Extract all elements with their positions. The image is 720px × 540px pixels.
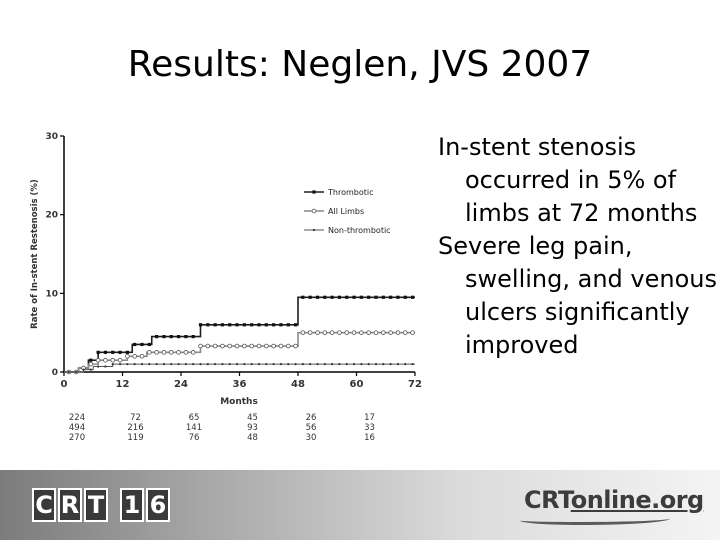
x-tick-label: 0	[60, 379, 68, 390]
series-point	[264, 344, 268, 348]
series-point	[112, 363, 114, 365]
x-tick-label: 48	[291, 379, 305, 390]
x-tick-label: 60	[349, 379, 364, 390]
series-point	[346, 363, 348, 365]
series-point	[199, 363, 201, 365]
series-point	[229, 363, 231, 365]
y-tick-label: 0	[51, 368, 58, 378]
series-point	[177, 363, 179, 365]
series-point	[338, 331, 342, 335]
series-point	[236, 363, 238, 365]
legend-label: All Limbs	[328, 207, 365, 216]
series-point	[353, 363, 355, 365]
series-point	[345, 331, 349, 335]
series-point	[133, 354, 137, 358]
series-point	[97, 351, 100, 354]
series-point	[330, 331, 334, 335]
bullet-symptoms: Severe leg pain, swelling, and venous ulcers significantly improved	[438, 232, 717, 359]
at-risk-value: 45	[247, 413, 258, 423]
series-point	[367, 296, 370, 299]
series-point	[338, 296, 341, 299]
series-line	[64, 364, 415, 372]
series-point	[404, 363, 406, 365]
series-point	[185, 363, 187, 365]
series-point	[301, 331, 305, 335]
series-point	[308, 331, 312, 335]
series-point	[126, 351, 129, 354]
series-point	[184, 335, 187, 338]
series-point	[104, 351, 107, 354]
series-point	[257, 344, 261, 348]
legend-marker	[312, 190, 315, 193]
legend-marker	[313, 229, 315, 231]
series-point	[118, 351, 121, 354]
series-point	[301, 296, 304, 299]
series-point	[170, 363, 172, 365]
series-point	[323, 296, 326, 299]
series-point	[111, 358, 115, 362]
series-point	[228, 323, 231, 326]
series-point	[345, 296, 348, 299]
series-point	[206, 344, 210, 348]
series-point	[134, 363, 136, 365]
y-tick-label: 30	[45, 132, 58, 142]
series-point	[221, 363, 223, 365]
series-point	[272, 344, 276, 348]
series-point	[89, 362, 93, 366]
series-point	[287, 363, 289, 365]
at-risk-value: 76	[188, 433, 200, 443]
series-point	[382, 296, 385, 299]
crtonline-suffix: online.org	[570, 486, 704, 514]
series-point	[104, 358, 108, 362]
at-risk-value: 216	[127, 423, 144, 433]
x-tick-label: 72	[408, 379, 422, 390]
bullet-stenosis: In-stent stenosis occurred in 5% of limbs at 72 months	[438, 133, 698, 227]
series-point	[411, 331, 415, 335]
slide-title: Results: Neglen, JVS 2007	[127, 44, 593, 85]
series-point	[162, 350, 166, 354]
series-point	[148, 343, 151, 346]
series-point	[192, 363, 194, 365]
crtonline-swoosh	[520, 514, 670, 525]
series-point	[367, 331, 371, 335]
series-point	[213, 344, 217, 348]
at-risk-value: 30	[305, 433, 317, 443]
series-point	[221, 323, 224, 326]
at-risk-value: 270	[68, 433, 86, 443]
series-point	[338, 363, 340, 365]
crt-logo-letter-c: C	[32, 488, 56, 522]
series-point	[206, 323, 209, 326]
at-risk-value: 72	[130, 413, 141, 423]
series-point	[302, 363, 304, 365]
at-risk-value: 48	[247, 433, 258, 443]
series-point	[82, 369, 84, 371]
series-point	[403, 331, 407, 335]
series-point	[250, 344, 254, 348]
series-point	[331, 363, 333, 365]
series-point	[359, 331, 363, 335]
series-point	[265, 363, 267, 365]
series-point	[155, 350, 159, 354]
series-point	[118, 358, 122, 362]
series-point	[324, 363, 326, 365]
crt-logo-digit-6: 6	[146, 488, 170, 522]
series-point	[404, 296, 407, 299]
x-tick-label: 36	[232, 379, 247, 390]
legend-label: Non-thrombotic	[328, 226, 391, 235]
series-point	[242, 344, 246, 348]
chart-legend	[304, 188, 391, 235]
crtonline-logo	[524, 486, 704, 514]
series-point	[235, 323, 238, 326]
series-point	[163, 363, 165, 365]
series-point	[199, 323, 202, 326]
series-point	[265, 323, 268, 326]
series-point	[258, 363, 260, 365]
footer-banner	[0, 470, 720, 540]
series-point	[140, 343, 143, 346]
series-point	[90, 369, 92, 371]
series-point	[75, 371, 77, 373]
series-point	[309, 363, 311, 365]
series-point	[169, 350, 173, 354]
series-point	[148, 363, 150, 365]
series-point	[250, 323, 253, 326]
at-risk-value: 16	[364, 433, 375, 443]
series-point	[374, 331, 378, 335]
series-point	[243, 363, 245, 365]
at-risk-value: 141	[185, 423, 203, 433]
at-risk-value: 65	[188, 413, 200, 423]
series-point	[316, 363, 318, 365]
series-point	[374, 296, 377, 299]
series-point	[382, 363, 384, 365]
legend-label: Thrombotic	[328, 188, 374, 197]
series-point	[140, 354, 144, 358]
at-risk-value: 26	[305, 413, 317, 423]
series-point	[214, 363, 216, 365]
series-point	[125, 354, 129, 358]
series-point	[368, 363, 370, 365]
crt16-logo	[32, 488, 170, 522]
series-point	[375, 363, 377, 365]
y-tick-label: 20	[45, 210, 58, 221]
series-point	[141, 363, 143, 365]
series-point	[228, 344, 232, 348]
series-point	[352, 296, 355, 299]
series-point	[286, 344, 290, 348]
crtonline-brand: CRT	[524, 486, 571, 514]
series-point	[397, 363, 399, 365]
series-point	[273, 363, 275, 365]
series-point	[396, 331, 400, 335]
series-point	[119, 363, 121, 365]
series-point	[396, 296, 399, 299]
chart-series	[64, 296, 415, 374]
at-risk-value: 224	[68, 413, 86, 423]
legend-marker	[312, 209, 316, 213]
bullet-list	[438, 131, 718, 362]
series-point	[97, 365, 99, 367]
series-point	[279, 344, 283, 348]
series-point	[316, 331, 320, 335]
series-point	[257, 323, 260, 326]
series-point	[199, 344, 203, 348]
series-point	[390, 363, 392, 365]
restenosis-chart	[22, 120, 427, 455]
series-point	[68, 371, 70, 373]
series-point	[411, 296, 414, 299]
series-point	[133, 343, 136, 346]
series-point	[243, 323, 246, 326]
series-point	[191, 350, 195, 354]
at-risk-value: 494	[68, 423, 86, 433]
at-risk-value: 119	[127, 433, 144, 443]
series-point	[360, 296, 363, 299]
series-point	[104, 365, 106, 367]
series-point	[192, 335, 195, 338]
series-point	[381, 331, 385, 335]
crt-logo-letter-r: R	[58, 488, 82, 522]
at-risk-value: 93	[247, 423, 258, 433]
series-point	[331, 296, 334, 299]
crt-logo-letter-t: T	[84, 488, 108, 522]
series-point	[251, 363, 253, 365]
series-point	[177, 335, 180, 338]
series-point	[184, 350, 188, 354]
series-point	[294, 363, 296, 365]
series-point	[280, 363, 282, 365]
series-point	[170, 335, 173, 338]
series-point	[177, 350, 181, 354]
at-risk-value: 33	[364, 423, 375, 433]
series-point	[389, 296, 392, 299]
series-point	[323, 331, 327, 335]
crt-logo-digit-1: 1	[120, 488, 144, 522]
series-point	[309, 296, 312, 299]
series-point	[272, 323, 275, 326]
y-axis-label: Rate of In-stent Restenosis (%)	[30, 179, 40, 329]
series-point	[221, 344, 225, 348]
at-risk-value: 17	[364, 413, 375, 423]
series-point	[96, 358, 100, 362]
series-point	[389, 331, 393, 335]
series-point	[207, 363, 209, 365]
x-tick-label: 24	[174, 379, 188, 390]
series-point	[287, 323, 290, 326]
series-point	[294, 344, 298, 348]
series-point	[279, 323, 282, 326]
series-point	[111, 351, 114, 354]
series-point	[126, 363, 128, 365]
series-point	[411, 363, 413, 365]
series-point	[294, 323, 297, 326]
series-point	[147, 350, 151, 354]
series-point	[156, 363, 158, 365]
x-axis-label: Months	[220, 397, 258, 407]
series-point	[360, 363, 362, 365]
series-point	[235, 344, 239, 348]
at-risk-value: 56	[305, 423, 317, 433]
series-point	[214, 323, 217, 326]
series-point	[352, 331, 356, 335]
x-tick-label: 12	[115, 379, 130, 390]
series-point	[162, 335, 165, 338]
y-tick-label: 10	[45, 289, 58, 300]
series-point	[155, 335, 158, 338]
series-point	[89, 359, 92, 362]
series-point	[316, 296, 319, 299]
at-risk-table	[69, 413, 375, 443]
